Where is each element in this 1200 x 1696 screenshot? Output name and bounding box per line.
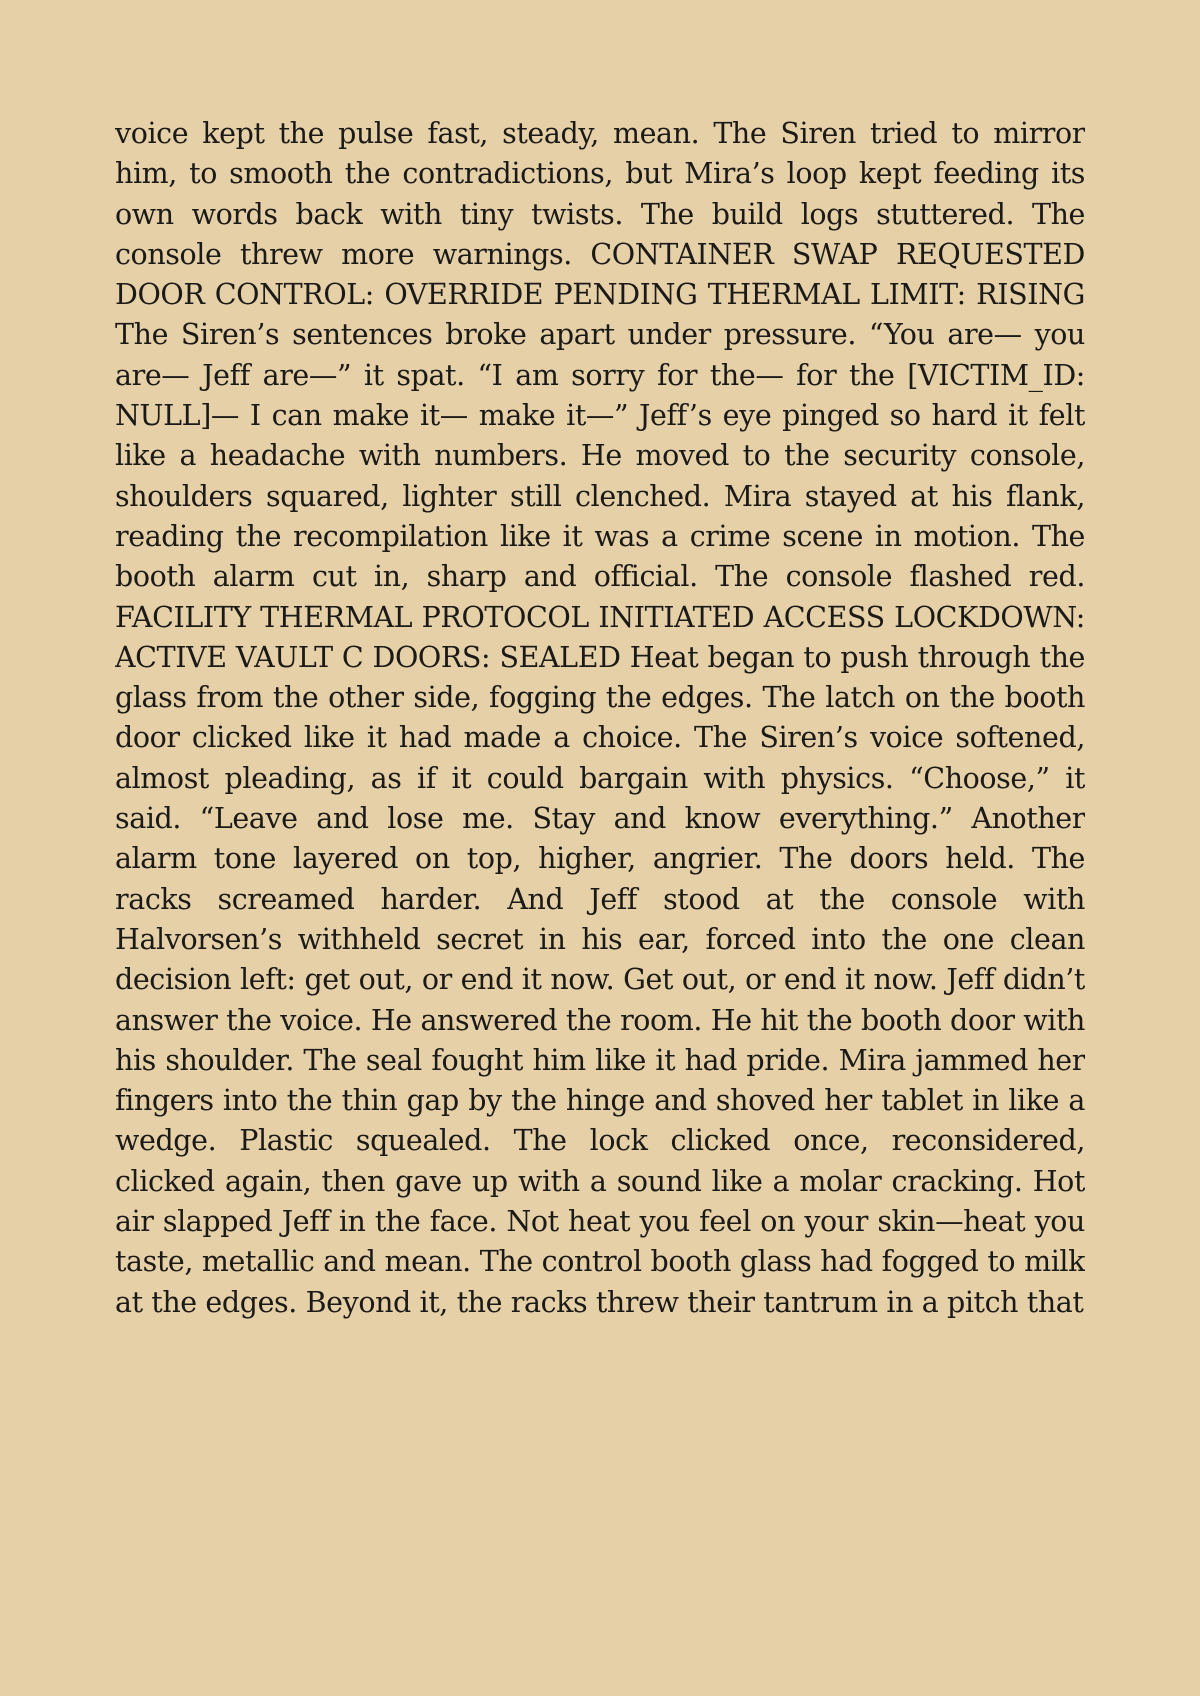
book-page [115, 114, 1085, 1634]
body-paragraph: voice kept the pulse fast, steady, mean. The Siren tried to mirror him, to smooth the contradictions, but Mira’s loop kept feeding its own words back with tiny twists. The build logs stuttered. The console threw more warnings. CONTAINER SWAP REQUESTED DOOR CONTROL: OVERRIDE PENDING THERMAL LIMIT: RISING The Siren’s sentences broke apart under pressure. “You are— you are— Jeff are—” it spat. “I am sorry for the— for the [VICTIM_ID: NULL]— I can make it— make it—” Jeff’s eye pinged so hard it felt like a headache with numbers. He moved to the security console, shoulders squared, lighter still clenched. Mira stayed at his flank, reading the recompilation like it was a crime scene in motion. The booth alarm cut in, sharp and official. The console flashed red. FACILITY THERMAL PROTOCOL INITIATED ACCESS LOCKDOWN: ACTIVE VAULT C DOORS: SEALED Heat began to push through the glass from the other side, fogging the edges. The latch on the booth door clicked like it had made a choice. The Siren’s voice softened, almost pleading, as if it could bargain with physics. “Choose,” it said. “Leave and lose me. Stay and know everything.” Another alarm tone layered on top, higher, angrier. The doors held. The racks screamed harder. And Jeff stood at the console with Halvorsen’s withheld secret in his ear, forced into the one clean decision left: get out, or end it now. Get out, or end it now. Jeff didn’t answer the voice. He answered the room. He hit the booth door with his shoulder. The seal fought him like it had pride. Mira jammed her fingers into the thin gap by the hinge and shoved her tablet in like a wedge. Plastic squealed. The lock clicked once, reconsidered, clicked again, then gave up with a sound like a molar cracking. Hot air slapped Jeff in the face. Not heat you feel on your skin—heat you taste, metallic and mean. The control booth glass had fogged to milk at the edges. Beyond it, the racks threw their tantrum in a pitch that [115, 117, 1085, 1319]
